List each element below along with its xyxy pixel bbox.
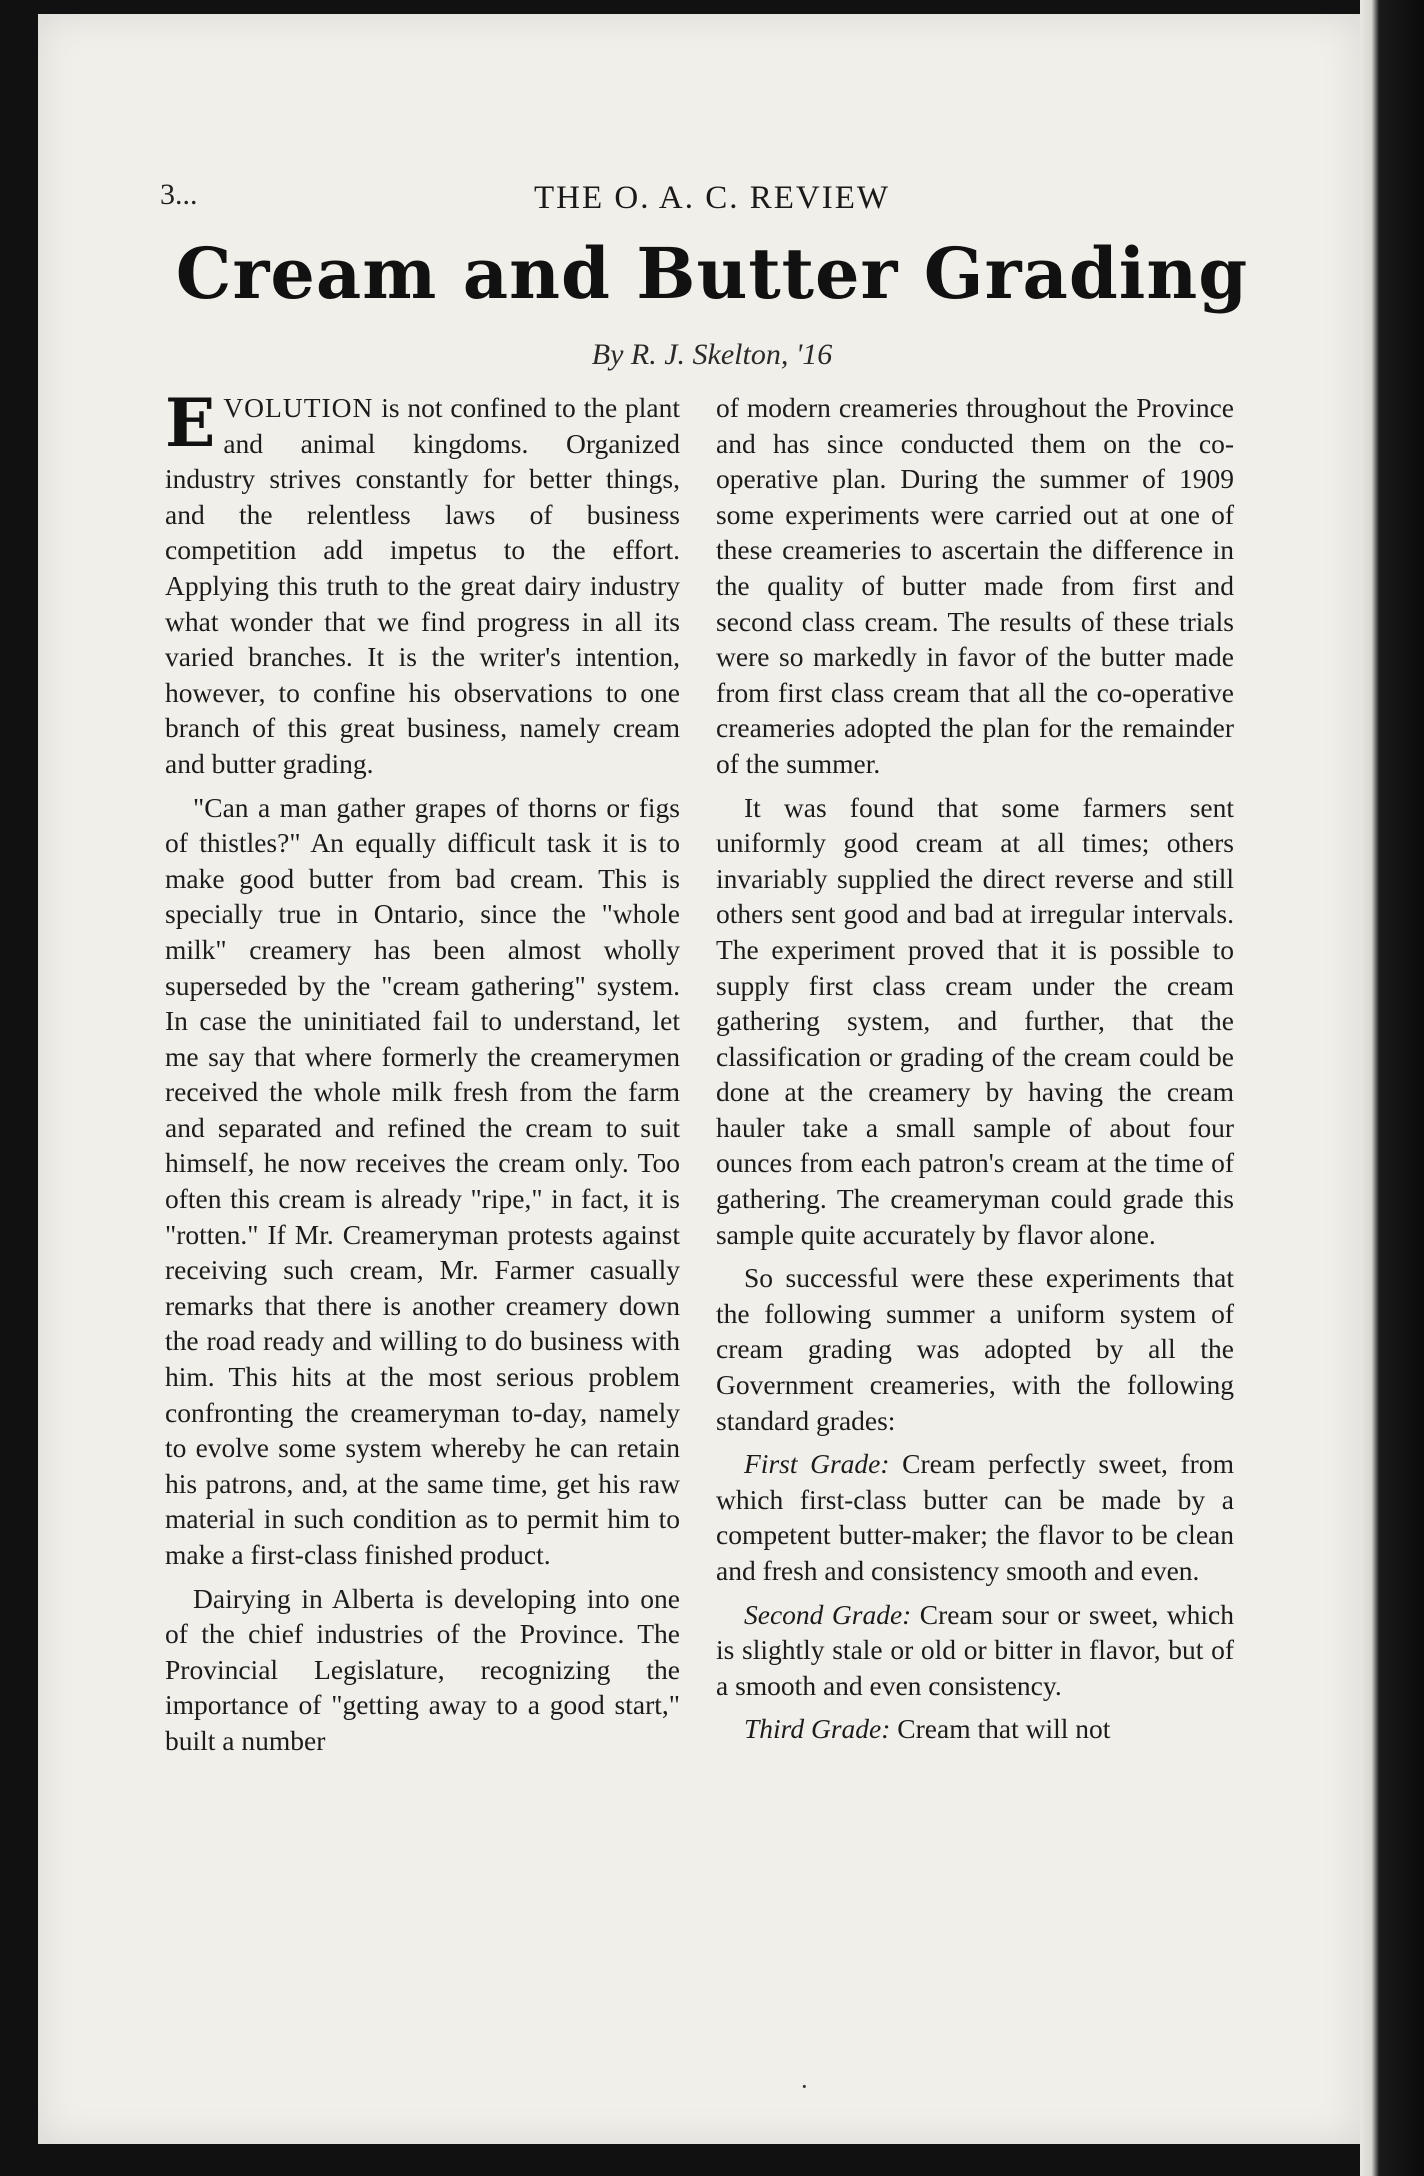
grade-text: Cream sour or sweet, which is slightly stale or old or bitter in flavor, but of a smooth and even consistency. [716, 1598, 1235, 1701]
grade-label: Second Grade: [744, 1598, 912, 1630]
article-byline: By R. J. Skelton, '16 [591, 338, 833, 371]
article-title: Cream and Butter Grading [175, 232, 1249, 315]
paragraph-continued: of modern creameries throughout the Province and has since conducted them on the co-operative plan. During the summer of 1909 some experiments were carried out at one of these creameries to ascertain the difference in the quality of butter made from first and second class cream. The results of these trials were so markedly in favor of the butter made from first class cream that all the co-operative creameries adopted the plan for the remainder of the summer. [716, 392, 1234, 779]
right-column [716, 390, 1234, 1755]
paragraph-text: is not confined to the plant and animal kingdoms. Organized industry strives constantly for better things, and the relentless laws of business competition add impetus to the effort. Applying this truth to the great dairy industry what wonder that we find progress in all its varied branches. It is the writer's intention, however, to confine his observations to one branch of this great business, namely cream and butter grading. [165, 392, 680, 779]
drop-cap: E [165, 384, 216, 462]
page-edge-shadow [1360, 0, 1424, 2176]
page-number: 3... [160, 178, 198, 211]
paragraph-opening [165, 384, 680, 782]
paragraph: So successful were these experiments that the following summer a uniform system of cream grading was adopted by all the Government creameries, with the following standard grades: [716, 1262, 1234, 1436]
grade-definition [716, 1711, 1234, 1747]
print-speck: · [800, 2072, 809, 2101]
paragraph: It was found that some farmers sent uniformly good cream at all times; others invariably supplied the direct reverse and still others sent good and bad at irregular intervals. The experiment proved that it is possible to supply first class cream under the cream gathering system, and further, that the classification or grading of the cream could be done at the creamery by having the cream hauler take a small sample of about four ounces from each patron's cream at the time of gathering. The creameryman could grade this sample quite accurately by flavor alone. [716, 791, 1234, 1250]
grade-label: First Grade: [744, 1448, 890, 1480]
running-head: THE O. A. C. REVIEW [533, 180, 891, 216]
grade-text: Cream that will not [890, 1713, 1111, 1745]
left-column [165, 384, 680, 1767]
grade-label: Third Grade: [744, 1713, 891, 1745]
paragraph: "Can a man gather grapes of thorns or figs of thistles?" An equally difficult task it is to make good butter from bad cream. This is specially true in Ontario, since the "whole milk" creamery has been almost wholly superseded by the "cream gathering" system. In case the uninitiated fail to understand, let me say that where formerly the creamerymen received the whole milk fresh from the farm and separated and refined the cream to suit himself, he now receives the cream only. Too often this cream is already "ripe," in fact, it is "rotten." If Mr. Creameryman protests against receiving such cream, Mr. Farmer casually remarks that there is another creamery down the road ready and willing to do business with him. This hits at the most serious problem confronting the creameryman to-day, namely to evolve some system whereby he can retain his patrons, and, at the same time, get his raw material in such condition as to permit him to make a first-class finished product. [165, 791, 680, 1570]
grade-definition [716, 1597, 1234, 1704]
grade-text: Cream perfectly sweet, from which first-class butter can be made by a competent butter-maker; the flavor to be clean and fresh and consistency smooth and even. [716, 1448, 1234, 1586]
grade-definition [716, 1446, 1234, 1588]
paragraph: Dairying in Alberta is developing into one of the chief industries of the Province. The Provincial Legislature, recognizing the importance of "getting away to a good start," built a number [165, 1582, 680, 1756]
opening-caps: VOLUTION [223, 392, 374, 423]
